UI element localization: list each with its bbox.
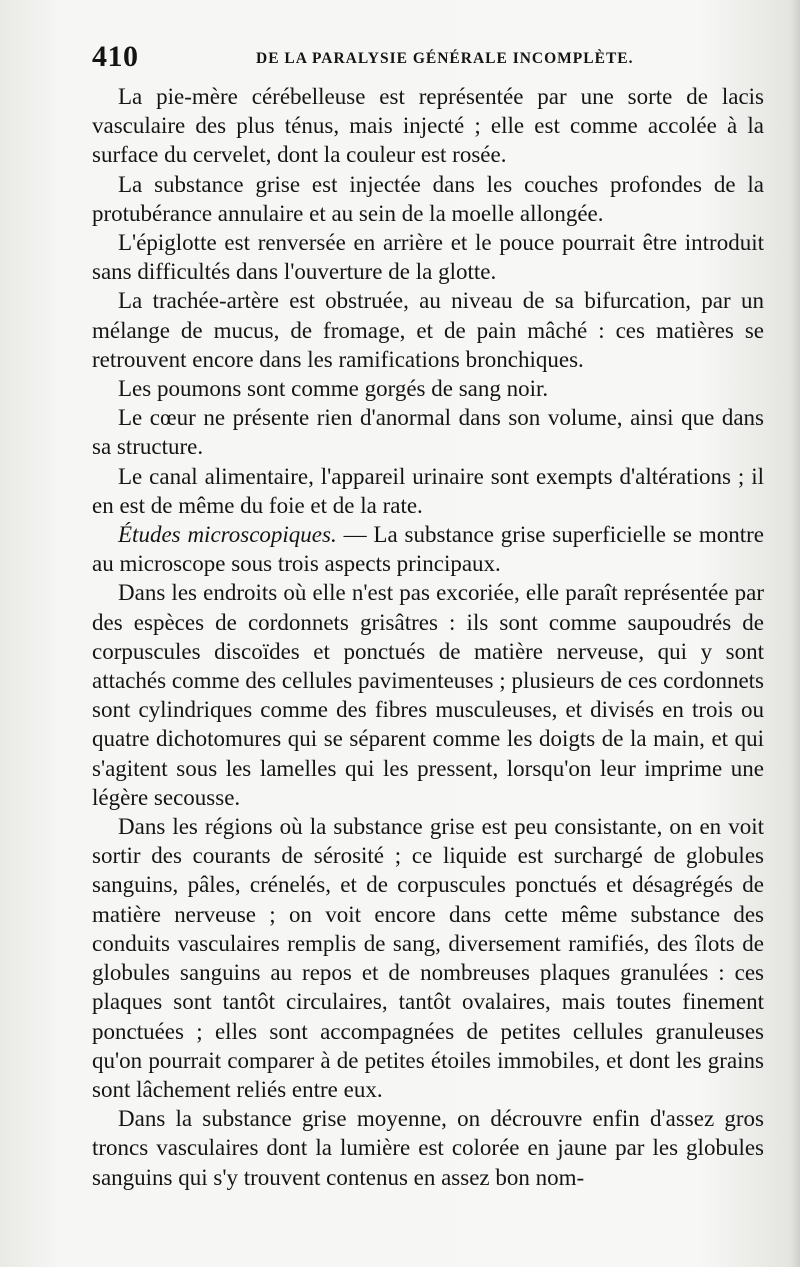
section-heading-italic: Études microscopiques. [118,522,337,548]
paragraph: La pie-mère cérébelleuse est représentée par une sorte de lacis vasculaire des plus ténus, mais injecté ; elle est comme accolée à la surface du cervelet, dont la couleur est rosée. [92,84,764,168]
running-head: DE LA PARALYSIE GÉNÉRALE INCOMPLÈTE. [256,50,634,67]
paragraph: Le cœur ne présente rien d'anormal dans son volume, ainsi que dans sa structure. [92,405,764,460]
paragraph: Dans la substance grise moyenne, on décrouvre enfin d'assez gros troncs vasculaires dont la lumière est colorée en jaune par les globules sanguins qui s'y trouvent contenus en assez bon nom- [92,1106,764,1190]
paragraph-microscopic [92,520,764,578]
paragraph: La trachée-artère est obstruée, au niveau de sa bifurcation, par un mélange de mucus, de fromage, et de pain mâché : ces matières se retrouvent encore dans les ramifications bronchiques. [92,288,764,372]
body-text [92,82,764,1192]
page-header [92,40,772,80]
paragraph: La substance grise est injectée dans les couches profondes de la protubérance annulaire et au sein de la moelle allongée. [92,171,764,226]
paragraph: L'épiglotte est renversée en arrière et le pouce pourrait être introduit sans difficultés dans l'ouverture de la glotte. [92,230,764,285]
page-number: 410 [92,40,139,73]
paragraph: Dans les endroits où elle n'est pas excoriée, elle paraît représentée par des espèces de cordonnets grisâtres : ils sont comme saupoudrés de corpuscules discoïdes et ponctués de matière nerveuse, qui y sont attachés comme des cellules pavimenteuses ; plusieurs de ces cordonnets sont cylindriques comme des fibres musculeuses, et divisés en trois ou quatre dichotomures qui se séparent comme les doigts de la main, et qui s'agitent sous les lamelles qui les pressent, lorsqu'on leur imprime une légère secousse. [92,580,764,810]
paragraph: Les poumons sont comme gorgés de sang noir. [118,376,549,402]
paragraph-text: — La substance grise superficielle se montre au microscope sous trois aspects principaux. [92,522,764,577]
paragraph: Dans les régions où la substance grise est peu consistante, on en voit sortir des courants de sérosité ; ce liquide est surchargé de globules sanguins, pâles, crénelés, et de corpuscules ponctués et désagrégés de matière nerveuse ; on voit encore dans cette même substance des conduits vasculaires remplis de sang, diversement ramifiés, des îlots de globules sanguins au repos et de nombreuses plaques granulées : ces plaques sont tantôt circulaires, tantôt ovalaires, mais toutes finement ponctuées ; elles sont accompagnées de petites cellules granuleuses qu'on pourrait comparer à de petites étoiles immobiles, et dont les grains sont lâchement reliés entre eux. [92,814,764,1102]
paragraph: Le canal alimentaire, l'appareil urinaire sont exempts d'altérations ; il en est de même du foie et de la rate. [92,463,764,518]
